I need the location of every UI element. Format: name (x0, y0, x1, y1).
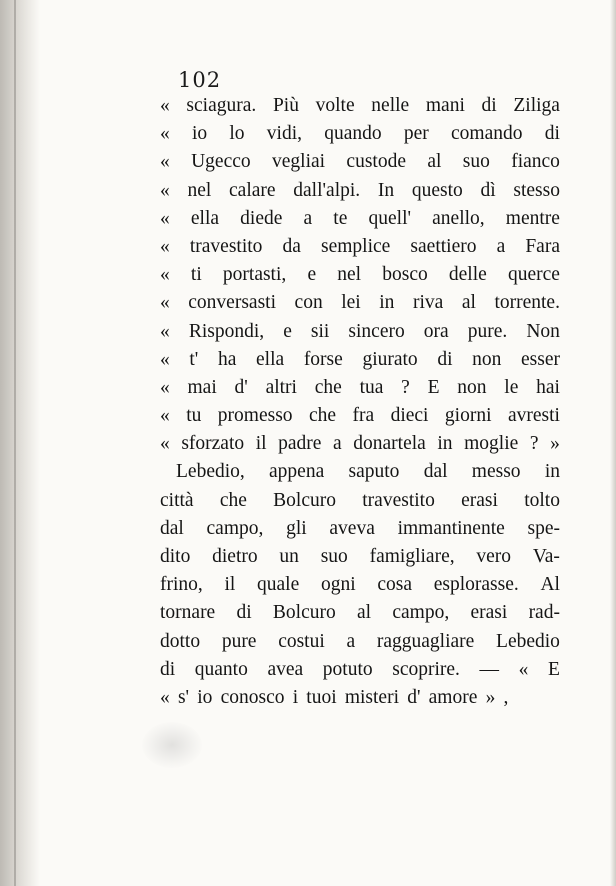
word: suo (320, 546, 348, 567)
word: che (314, 376, 342, 398)
word: tu (186, 405, 202, 427)
word: « (160, 151, 170, 173)
word: con (294, 292, 323, 314)
word: Va- (532, 546, 560, 567)
word: in (437, 433, 453, 455)
word: quando (324, 123, 382, 145)
text-line (160, 656, 560, 684)
word: Bolcuro (272, 602, 336, 624)
word: gli (286, 517, 307, 539)
word: , (503, 686, 509, 708)
word: nel (337, 264, 362, 286)
word: — (479, 658, 500, 680)
word: misteri (344, 686, 399, 708)
paragraph-start-line (160, 458, 560, 486)
word: di (481, 95, 497, 116)
word: « (160, 179, 170, 201)
word: sforzato (181, 433, 245, 455)
word: che (219, 489, 247, 511)
word: ogni (320, 574, 356, 596)
word: d' (234, 376, 248, 398)
word: bosco (382, 264, 428, 286)
word: questo (411, 179, 463, 201)
word: « (160, 95, 170, 116)
text-line (160, 148, 560, 176)
word: lo (229, 123, 245, 145)
word: messo (471, 461, 521, 483)
word: ha (217, 348, 237, 370)
word: giorni (444, 405, 492, 427)
word: t' (189, 348, 199, 370)
word: mani (425, 95, 465, 116)
word: altri (265, 376, 297, 398)
word: esplorasse. (433, 574, 519, 596)
word: ? (401, 376, 410, 398)
text-line (160, 318, 560, 346)
word: in (379, 292, 395, 314)
word: dietro (212, 546, 258, 567)
word: sincero (348, 320, 405, 342)
word: travestito (362, 489, 435, 511)
word: ella (190, 207, 220, 229)
word: vero (476, 546, 512, 567)
text-line (160, 543, 560, 571)
word: moglie (464, 433, 519, 455)
word: » (485, 686, 496, 708)
word: non (457, 376, 487, 398)
text-line (160, 402, 560, 430)
word: potuto (322, 658, 373, 680)
word: immantinente (397, 517, 505, 539)
word: « (160, 264, 170, 286)
word: le (504, 376, 519, 398)
word: quell' (368, 207, 412, 229)
word: al (357, 602, 372, 624)
word: a (333, 433, 342, 455)
word: di (437, 348, 453, 370)
word: erasi (470, 602, 508, 624)
word: « (160, 235, 170, 257)
word: città (160, 489, 194, 511)
word: pure (221, 630, 257, 652)
text-line (160, 205, 560, 233)
word: dì (480, 179, 496, 201)
word: « (160, 123, 170, 145)
word: conversasti (188, 292, 277, 314)
word: vidi, (266, 123, 303, 145)
paper-stain (142, 722, 202, 768)
word: Fara (525, 235, 560, 257)
word: calare (229, 179, 276, 201)
word: da (282, 235, 301, 257)
word: di (544, 123, 560, 145)
word: promesso (217, 405, 293, 427)
text-line (160, 177, 560, 205)
word: dito (160, 546, 191, 567)
word: tua (359, 376, 384, 398)
word: amore (428, 686, 478, 708)
word: il (224, 574, 236, 596)
word: a (303, 207, 313, 229)
word: Non (526, 320, 560, 342)
word: delle (448, 264, 487, 286)
word: Ugecco (191, 151, 251, 173)
word: famigliare, (369, 546, 455, 567)
word: Lebedio, (176, 461, 245, 483)
word: frino, (160, 574, 203, 596)
word: dieci (390, 405, 429, 427)
word: al (461, 292, 476, 314)
word: dall'alpi. (293, 179, 361, 201)
word: scoprire. (392, 658, 460, 680)
word: E (548, 658, 560, 680)
word: « (518, 658, 529, 680)
word: saputo (348, 461, 400, 483)
word: torrente. (494, 292, 560, 314)
word: io (197, 686, 213, 708)
word: Ziliga (513, 95, 560, 116)
word: avresti (507, 405, 560, 427)
word: spe- (527, 517, 560, 539)
word: « (160, 686, 170, 708)
word: tuoi (306, 686, 337, 708)
word: appena (269, 461, 325, 483)
word: mai (187, 376, 217, 398)
word: Più (272, 95, 299, 116)
word: lei (341, 292, 361, 314)
word: » (550, 433, 560, 455)
word: un (279, 546, 299, 567)
word: querce (507, 264, 560, 286)
word: suo (462, 151, 490, 173)
text-line (160, 599, 560, 627)
word: per (403, 123, 429, 145)
word: nelle (371, 95, 410, 116)
word: semplice (321, 235, 391, 257)
word: tornare (160, 602, 216, 624)
word: volte (315, 95, 355, 116)
word: mentre (505, 207, 560, 229)
text-line (160, 233, 560, 261)
word: campo, (392, 602, 450, 624)
word: Bolcuro (273, 489, 336, 511)
binding-edge (14, 0, 16, 886)
word: rad- (528, 602, 560, 624)
word: quanto (194, 658, 248, 680)
word: conosco (220, 686, 285, 708)
word: portasti, (222, 264, 287, 286)
word: fra (352, 405, 375, 427)
word: « (160, 433, 170, 455)
word: a (346, 630, 356, 652)
text-line (160, 684, 560, 712)
text-line (160, 571, 560, 599)
text-line (160, 374, 560, 402)
word: hai (536, 376, 560, 398)
word: dal (160, 517, 184, 539)
word: a (496, 235, 506, 257)
word: erasi (461, 489, 498, 511)
word: te (333, 207, 348, 229)
word: ti (190, 264, 202, 286)
word: « (160, 348, 170, 370)
word: comando (451, 123, 523, 145)
text-line (160, 120, 560, 148)
word: avea (267, 658, 304, 680)
word: « (160, 207, 170, 229)
word: In (377, 179, 395, 201)
binding-shadow (0, 0, 40, 886)
word: « (160, 292, 170, 314)
page-edge (610, 0, 616, 886)
word: « (160, 320, 170, 342)
word: anello, (432, 207, 485, 229)
word: Lebedio (496, 630, 560, 652)
word: dotto (160, 630, 201, 652)
word: campo, (206, 517, 264, 539)
body-text (160, 92, 560, 712)
word: custode (346, 151, 406, 173)
word: di (160, 658, 176, 680)
word: pure. (467, 320, 508, 342)
text-line (160, 289, 560, 317)
word: vegliai (272, 151, 326, 173)
word: di (236, 602, 252, 624)
word: forse (303, 348, 343, 370)
word: diede (240, 207, 283, 229)
word: sciagura. (186, 95, 257, 116)
word: i (292, 686, 299, 708)
text-line (160, 430, 560, 458)
word: nel (187, 179, 212, 201)
word: aveva (329, 517, 375, 539)
word: « (160, 405, 170, 427)
word: in (544, 461, 560, 483)
word: sii (310, 320, 330, 342)
text-line (160, 515, 560, 543)
word: io (191, 123, 208, 145)
word: tolto (524, 489, 560, 511)
word: fianco (511, 151, 560, 173)
word: giurato (362, 348, 418, 370)
text-line (160, 346, 560, 374)
word: saettiero (410, 235, 477, 257)
word: Al (540, 574, 560, 596)
word: cosa (377, 574, 412, 596)
word: ora (423, 320, 449, 342)
word: non (472, 348, 502, 370)
word: « (160, 376, 170, 398)
text-line (160, 92, 560, 120)
word: travestito (189, 235, 263, 257)
word: e (307, 264, 317, 286)
word: stesso (513, 179, 560, 201)
word: il (255, 433, 267, 455)
word: al (427, 151, 442, 173)
word: d' (407, 686, 421, 708)
word: ragguagliare (376, 630, 475, 652)
word: che (308, 405, 337, 427)
word: dal (423, 461, 448, 483)
word: riva (412, 292, 444, 314)
word: ? (529, 433, 539, 455)
word: Rispondi, (188, 320, 265, 342)
page-number: 102 (178, 68, 222, 92)
word: quale (257, 574, 300, 596)
word: costui (278, 630, 325, 652)
text-line (160, 261, 560, 289)
text-line (160, 487, 560, 515)
word: esser (521, 348, 560, 370)
word: padre (278, 433, 322, 455)
text-line (160, 628, 560, 656)
word: E (427, 376, 440, 398)
word: e (283, 320, 292, 342)
word: ella (256, 348, 285, 370)
word: s' (177, 686, 190, 708)
word: donartela (353, 433, 426, 455)
